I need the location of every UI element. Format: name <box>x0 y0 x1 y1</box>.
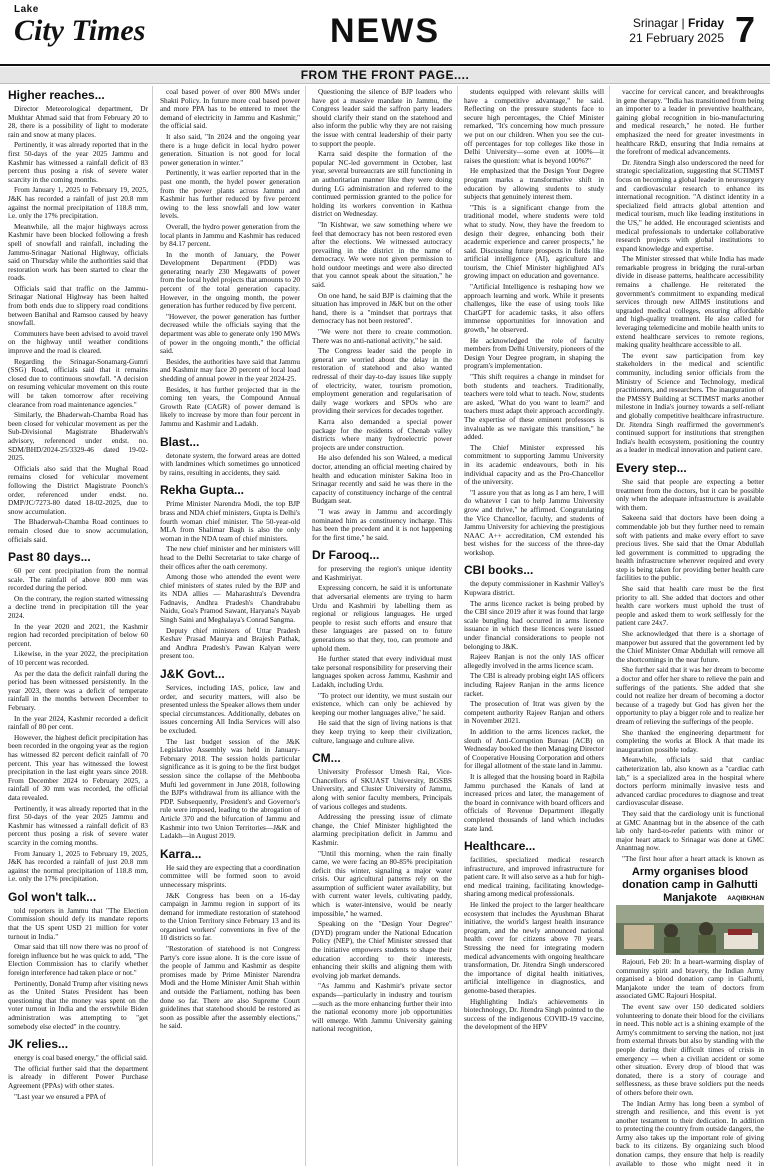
paragraph: "I was away in Jammu and accordingly nominated him as constituency incharge. This has been the precedent and it is not happening for the first time," he said. <box>312 506 452 542</box>
headline: Higher reaches... <box>8 88 105 102</box>
paragraph: "I assure you that as long as I am here, I will do whatever I can to help Jammu University grow and thrive," he affirmed. Congratulating the Vice Chancellor, faculty, and students of Jammu University for achieving the prestigious NAAC A++ accreditation, CM extended his best wishes for the success of the three-day workshop. <box>464 487 604 557</box>
paragraph: In the year 2020 and 2021, the Kashmir region had recorded precipitation of below 60 percent. <box>8 621 148 648</box>
photo-credit: AAQIBKHAN <box>727 896 764 902</box>
paragraph: From January 1, 2025 to February 19, 2025, J&K has recorded a rainfall of just 20.8 mm against the normal precipitation of 118.8 mm, i.e. only the 17% precipitation. <box>8 848 148 884</box>
paragraph: Deputy chief ministers of Uttar Pradesh Keshav Prasad Maurya and Brajesh Pathak, and Andhra Pradesh's Pawan Kalyan were present too. <box>160 625 300 661</box>
paragraph: facilities, specialized medical research infrastructure, and improved infrastructure for patient care. It will also serve as a hub for high-end medical training, facilitating knowledge-sharing among medical professionals. <box>464 855 604 899</box>
headline: Blast... <box>160 434 200 449</box>
paragraph: In addition to the arms licences racket, the sleuth of Anti-Corruption Bureau (ACB) on Wednesday booked the then Managing Director of Cooperative Housing Corporation and others for illegal allotment of the state land in Jammu. <box>464 726 604 771</box>
paragraph: "We were not there to create commotion. There was no anti-national activity," he said. <box>312 327 452 345</box>
paragraph: Addressing the pressing issue of climate change, the Chief Minister highlighted the alarming precipitation deficit in Jammu and Kashmir. <box>312 812 452 847</box>
paragraph: The arms licence racket is being probed by the CBI since 2019 after it was found that large scale bungling had occurred in arms licence issuance in which these licences were issued under financial considerations to people not belonging to J&K. <box>464 598 604 651</box>
photo-story-headline: Army organises blood donation camp in Galhutti Manjakote <box>622 866 758 904</box>
section-title: NEWS <box>330 12 440 50</box>
headline: JK relies... <box>8 1037 69 1052</box>
paragraph: He further stated that every individual must take personal responsibility for preserving their languages spoken across Jammu, Kashmir and Ladakh, including Urdu. <box>312 654 452 689</box>
paragraph: the deputy commissioner in Kashmir Valley's Kupwara district. <box>464 579 604 598</box>
paragraph: "As Jammu and Kashmir's private sector expands—particularly in industry and tourism—such as the more enhancing further their into the national economy more job opportunities will emerge. With Jammu University gaining national recognition, <box>312 981 452 1034</box>
paragraph: On one hand, he said BJP is claiming that the situation has improved in J&K but on the other hand, there is a "mindset that portrays that democracy has not been restored". <box>312 290 452 326</box>
paragraph: As per the data the deficit rainfall during the period has been witnessed persistently. In the year 2023, there was a deficit of temperate rainfall in the months between December to February. <box>8 668 148 712</box>
paragraph: It also said, "In 2024 and the ongoing year there is a huge deficit in local hydro power generation. Situation is not good for local power generation in winter." <box>160 131 300 167</box>
paragraph: In the month of January, the Power Development Department (PDD) was generating nearly 230 Megawatts of power from the local hydel projects that amounts to 20 percent of the total generation capacity. However, in the ongoing month, the power generation has further reduced by five percent. <box>160 249 300 311</box>
paragraph: "However, the power generation has further decreased while the officials saying that the department was able to generate only 190 MWs of power in the ongoing month," the official said. <box>160 311 300 356</box>
paragraph: He said they are expecting that a coordination committee will be formed soon to avoid unnecessary misprints. <box>160 862 300 889</box>
paragraph: The new chief minister and her ministers will head to the Delhi Secretariat to take charge of their offices after the oath ceremony. <box>160 544 300 571</box>
paragraph: Officials said that traffic on the Jammu-Srinagar National Highway has been halted from both ends due to slippery road conditions between Banihal and Ramsoo caused by heavy snowfall. <box>8 283 148 328</box>
headline: Past 80 days... <box>8 550 91 565</box>
paragraph: detonate system, the forward areas are dotted with landmines which sometimes go unnoticed by rains, resulting in accidents, they said. <box>160 450 300 477</box>
headline: CBI books... <box>464 563 534 578</box>
blood-donation-photo <box>616 905 764 955</box>
paragraph: He linked the project to the larger healthcare ecosystem that includes the Ayushman Bharat initiative, the world's largest health insurance program, and the newly announced national health cover for citizens above 70 years. Stressing the need for integrating modern medical advancements with ongoing healthcare transformation, Dr. Jitendra Singh underscored the importance of digital health initiatives, artificial intelligence in diagnostics, and genome-based therapies. <box>464 900 604 995</box>
paragraph: It is alleged that the housing board in Rajbila Jammu purchased the Kanals of land at increased prices and later, the management of the board in connivance with board officers and officials of Revenue Department illegally completed thousands of land which includes state land. <box>464 771 604 833</box>
paragraph: Commuters have been advised to avoid travel on the highway until weather conditions improve and the road is cleared. <box>8 328 148 356</box>
section-banner-text: FROM THE FRONT PAGE.... <box>300 68 470 82</box>
paragraph: She further said that it was her dream to become a doctor and offer her share to relieve the pain and sufferings of the patients. She added that she could not realize her dream of becoming a doctor because of a tragedy but God has given her the opportunity to play a bigger role and to realize her dream of relieving the sufferings of the people. <box>616 665 764 726</box>
paragraph: The event saw over 150 dedicated soldiers volunteering to donate their blood for the civilians in need. This noble act is a shining example of the Army's commitment to serving the nation, not just from external threats but also by standing with the people during their difficult times of crisis in emergency — when a civilian accident or some other situation. Every drop of blood that was donated, there is a story of courage and selflessness, as these brave soldiers put the needs of others before their own. <box>616 1001 764 1097</box>
paragraph: Omar said that till now there was no proof of foreign influence but he was quick to add, "The Election Commission has to clarify whether foreign interference had taken place or not." <box>8 942 148 978</box>
paragraph: "To protect our identity, we must sustain our existence, which can only be achieved by keeping our mother languages alive," he said. <box>312 690 452 717</box>
headline: Rekha Gupta... <box>160 483 245 498</box>
article-column-4 <box>464 88 604 1168</box>
paragraph: They said that the cardiology unit is functional at GMC Anantnag but in the absence of the cath lab only hard-to-refer patients with minor or major heart attack to Srinagar was done at GMC Anantnag now. <box>616 808 764 853</box>
paragraph: for preserving the region's unique identity and Kashmiriyat. <box>312 564 452 582</box>
paragraph: Prime Minister Narendra Modi, the top BJP brass and NDA chief ministers, Gupta is Delhi's fourth woman chief minister. The 50-year-old MLA from Shalimar Bagh is also the only woman in the NDA team of chief ministers. <box>160 499 300 543</box>
paragraph: energy is coal based energy," the official said. <box>14 1053 148 1063</box>
paragraph: "Until this morning, when the rain finally came, we were facing an 80-85% precipitation deficit this winter, signaling a major water crisis. Our agricultural patterns rely on the assumption of sufficient water availability, but with current water levels, cultivating paddy, which is water-intensive, would be nearly impossible," he warned. <box>312 848 452 918</box>
article-column-3 <box>312 88 452 1168</box>
paragraph: Pertinently, it was already reported that in the first 50-days of the year 2025 Jammu and Kashmir has witnessed a rainfall deficit of 83 percent thus posing a risk of severe water scarcity in the coming months. <box>8 140 148 184</box>
paragraph: Rajouri, Feb 20: In a heart-warming display of community spirit and bravery, the Indian Army organised a blood donation camp in Galhutti, Manjakote under the team of doctors from associated GMC Rajouri Hospital. <box>616 958 764 1001</box>
paragraph: students equipped with relevant skills will have a competitive advantage," he said. Reflecting on the pressure students face to secure high percentages, the Chief Minister remarked, "It's concerning how much pressure we put on our children. When you see the cut-off percentages for top colleges like those in Delhi University—some even at 100%—it raises the question: what is beyond 100%?" <box>464 88 604 165</box>
masthead <box>0 0 770 66</box>
paragraph: She acknowledged that there is a shortage of manpower but assured that the government led by the Chief Minister Omar Abdullah will remove all the shortcomings in the near future. <box>616 629 764 664</box>
headline: Healthcare... <box>464 839 536 854</box>
paragraph: The official further said that the department is already in different Power Purchase Agreement (PPAs) with other states. <box>8 1063 148 1090</box>
paragraph: 60 per cent precipitation from the normal scale. The rainfall of above 800 mm was recorded during the period. <box>8 566 148 593</box>
logo-title: City Times <box>14 14 146 47</box>
paragraph: "Restoration of statehood is not Congress Party's core issue alone. It is the core issue of the people of Jammu and Kashmir as despite promises made by Prime Minister Narendra Modi and the Home Minister Amit Shah within and outside the Parliament, nothing has been done so far. There are also Supreme Court guidelines that statehood should be restored as soon as possible after the assembly elections," he said. <box>160 944 300 1031</box>
paragraph: He acknowledged the role of faculty members from Delhi University, pioneers of the Design Your Degree program, in shaping the program's implementation. <box>464 335 604 371</box>
paragraph: The Chief Minister expressed his commitment to supporting Jammu University in its academic endeavours, both in his individual capacity and as the Pro-Chancellor of the university. <box>464 442 604 487</box>
paragraph: Meanwhile, officials said that cardiac catheterization lab, also known as a "cardiac cath lab," is a specialized area in the hospital where doctors perform minimally invasive tests and advanced cardiac procedures to diagnose and treat cardiovascular disease. <box>616 755 764 808</box>
paragraph: "This is a significant change from the traditional model, where students were told what to study. Now, they have the freedom to design their degree, enhancing both their academic experience and career prospects," he said. Discussing future prospects in fields like artificial intelligence (AI), agriculture and tourism, the Chief Minister highlighted AI's growing impact on education and governance. <box>464 202 604 281</box>
dateline: Srinagar | Friday 21 February 2025 <box>629 16 724 45</box>
paragraph: In the year 2024, Kashmir recorded a deficit rainfall of 80 per cent. <box>8 713 148 732</box>
paragraph: The event saw participation from key stakeholders in the medical and scientific community, including senior officials from the Ministry of Science and Technology, medical practitioners, and researchers. The inauguration of the PMSSY Building at SCTIMST marks another milestone in India's journey towards a self-reliant and globally competitive healthcare infrastructure. Dr. Jitendra Singh reaffirmed the government's continued support for institutions that strengthen India's health ecosystem, positioning the country as a leader in medical innovation and patient care. <box>616 350 764 455</box>
paragraph: She said that people are expecting a better treatment from the doctors, but it can be possible only when the adequate infrastructure is available with them. <box>616 476 764 512</box>
article-column-1 <box>8 88 148 1168</box>
paragraph: University Professor Umesh Rai, Vice-Chancellors of SKUAST University, BGSBS University, and Cluster University of Jammu, along with senior faculty members, Principals of various colleges and students. <box>312 767 452 811</box>
paragraph: Services, including IAS, police, law and order, and security matters, will also be presented unless the Speaker allows them under special circumstances. Additionally, debates on issues concerning All India Services will also be excluded. <box>160 683 300 735</box>
paragraph: Regarding the Srinagar-Sonamarg-Gumri (SSG) Road, officials said that it remains closed due to continuous snowfall. "A decision on resuming vehicular movement on this route will be taken tomorrow after receiving clearance from road maintenance agencies." <box>8 356 148 409</box>
paragraph: vaccine for cervical cancer, and breakthroughs in gene therapy. "India has transitioned from being an importer to a leader in preventive healthcare, gaining global recognition in bio-manufacturing and medical research," he noted. He further emphasized the need for greater investments in healthcare R&D, ensuring that India remains at the forefront of medical advancements. <box>616 88 764 157</box>
paragraph: She said that health care must be the first priority to all. She added that doctors and other health care workers must uphold the trust of people and asked them to work selflessly for the patient care 24x7. <box>616 584 764 628</box>
dateline-day: Friday <box>687 16 724 30</box>
paragraph: Pertinently, it was earlier reported that in the past one month, the hydel power generation from the power plants across Jammu and Kashmir has further reduced by five percent owing to the less snowfall and low water levels. <box>160 168 300 221</box>
headline: Every step... <box>616 460 687 475</box>
paragraph: Officials also said that the Mughal Road remains closed for vehicular movement following the District Magistrate Poonch's order, referenced under endst. no. DMP/JC/7273-80 dated 18-02-2025, due to snow accumulation. <box>8 463 148 516</box>
paragraph: told reporters in Jammu that "The Election Commission should defy its mandate reports that the US spent USD 21 million for voter turnout in India." <box>8 905 148 941</box>
headline: Gol won't talk... <box>8 889 97 904</box>
article-column-2 <box>160 88 300 1168</box>
paragraph: Besides, it has further projected that in the coming ten years, the Compound Annual Growth Rate (CAGR) of power demand is likely to increase by more than four percent in Jammu and Kashmir and Ladakh. <box>160 384 300 428</box>
paragraph: "Artificial Intelligence is reshaping how we approach learning and work. While it presents challenges, like the ease of using tools like ChatGPT for academic tasks, it also offers immense opportunities for innovation and growth," he observed. <box>464 282 604 335</box>
dateline-date: 21 February 2025 <box>629 31 724 45</box>
paragraph: Karra said despite the formation of the popular NC-led government in October, last year, several bureaucrats are still functioning in an authoritarian manner like they were doing during LG administration and referred to the continued permission granted to the police for holding its workers convention in Kathua district on Wednesday. <box>312 149 452 219</box>
paragraph: J&K Congress has been on a 16-day campaign in Jammu region in support of its demand for immediate restoration of statehood to the Union Territory since February 13 and its organised workers' conventions in five of the 10 districts so far. <box>160 890 300 943</box>
column-rule <box>457 86 458 1166</box>
paragraph: The CBI is already probing eight IAS officers including Rajeev Ranjan in the arms licence racket. <box>464 671 604 698</box>
paragraph: The Congress leader said the people in general are worried about the delay in the restoration of statehood and also wanted redressal of their day-to-day issues like supply of electricity, water, tourism promotion, employment generation and regularisation of daily wage workers and SPOs who are providing their services for decades together. <box>312 346 452 416</box>
paragraph: Pertinently, it was already reported that in the first 50-days of the year 2025 Jammu and Kashmir has witnessed a rainfall deficit of 83 percent thus posing a risk of severe water scarcity in the coming months. <box>8 803 148 847</box>
paragraph: "In Kishtwar, we saw something where we feel that democracy has not been restored even after the elections. We witnessed autocracy prevailing in the district in the name of democracy. We were not given permission to hold outdoor meetings and were also directed that you cannot speak about the situation," he said. <box>312 219 452 290</box>
paragraph: He emphasized that the Design Your Degree program marks a transformative shift in education by allowing students to study subjects that genuinely interest them. <box>464 166 604 202</box>
paragraph: The Bhaderwah-Chamba Road continues to remain closed due to snow accumulation, officials said. <box>8 517 148 544</box>
paragraph: She thanked the engineering department for completing the works at Block A that made its inauguration possible today. <box>616 727 764 754</box>
paragraph: Meanwhile, all the major highways across Kashmir have been blocked following a fresh spell of snowfall and rainfall, including the Jammu-Srinagar National Highway, officials said on Thursday while the authorities said that restoration work has been started to clear the roads. <box>8 221 148 283</box>
paragraph: He also defended his son Waleed, a medical doctor, attending an official meeting chaired by health and education minister Sakina Itoo in Srinagar recently and said he was there in the capacity of constituency incharge of the central Budgam seat. <box>312 453 452 506</box>
paragraph: The Minister stressed that while India has made remarkable progress in bridging the rural-urban divide in disease patterns, healthcare accessibility remains a challenge. He reiterated the government's commitment to expanding medical services through new AIIMS institutions and upgraded medical colleges, ensuring affordable and high-quality treatment. He also called for leveraging telemedicine and mobile health units to extend healthcare services to remote regions, making quality healthcare accessible to all. <box>616 254 764 350</box>
paragraph: Expressing concern, he said it is unfortunate that adversarial elements are trying to harm Urdu and Kashmiri by labelling them as regional or religious languages. He urged people to resist such efforts and ensure that these languages are passed on to future generations so that they, too, can promote and uphold them. <box>312 583 452 653</box>
paragraph: Director Meteorological department, Dr Mukhtar Ahmad said that from February 20 to 28, there is a possibility of light to moderate rain and snow at many places. <box>8 104 148 139</box>
paragraph: "Last year we ensured a PPA of <box>14 1091 106 1101</box>
paragraph: Questioning the silence of BJP leaders who have got a massive mandate in Jammu, the Congress leader said the saffron party leaders should clarify their stand on the statehood and also inform the public why they are not raising the issue with central leadership of their party to support the people. <box>312 88 452 148</box>
headline: Dr Farooq... <box>312 548 380 563</box>
headline: Karra... <box>160 846 202 861</box>
article-column-5 <box>616 88 764 862</box>
paragraph: Pertinently, Donald Trump after visiting news as the United States President has been questioning that the money was spent on the voter turnout in India and the erstwhile Biden administration was attempting to "get somebody else elected" in the country. <box>8 978 148 1031</box>
section-banner <box>0 67 770 84</box>
paragraph: coal based power of over 800 MWs under Shakti Policy. In future more coal based power and more PPA has to be entered to meet the demand of electricity in Jammu and Kashmir," the official said. <box>160 88 300 131</box>
paragraph: Besides, the authorities have said that Jammu and Kashmir may face 20 percent of local load shedding of annual power in the year 2024-25. <box>160 356 300 383</box>
page-number: 7 <box>734 9 756 50</box>
paragraph: On the contrary, the region started witnessing a decline trend in precipitation till the year 2024. <box>8 593 148 621</box>
paragraph: The prosecution of Itrat was given by the competent authority Rajeev Ranjan and others in November 2021. <box>464 699 604 726</box>
paragraph: Sakeena said that doctors have been doing a commendable job but they further need to remain soft with patients and make every effort to save precious lives. She said that the Omar Abdullah led government is committed to upgrading the health infrastructure wherever required and every step is being taken for providing better health care facilities to the public. <box>616 513 764 583</box>
paragraph: Among those who attended the event were chief ministers of states ruled by the BJP and its NDA allies — Maharashtra's Devendra Fadnavis, Andhra Pradesh's Chandrababu Naidu, Goa's Pramod Sawant, Haryana's Nayab Singh Saini and Meghalaya's Conrad Sangma. <box>160 572 300 625</box>
headline: J&K Govt... <box>160 667 225 682</box>
paragraph: Likewise, in the year 2022, the precipitation of 10 percent was recorded. <box>8 649 148 668</box>
paragraph: Highlighting India's achievements in biotechnology, Dr. Jitendra Singh pointed to the success of the indigenous COVID-19 vaccine, the development of the HPV <box>464 996 604 1032</box>
paragraph: From January 1, 2025 to February 19, 2025, J&K has recorded a rainfall of just 20.8 mm against the normal precipitation of 118.8 mm, i.e. only the 17% precipitation. <box>8 185 148 221</box>
paragraph: The last budget session of the J&K Legislative Assembly was held in January-February 2018. The session holds particular significance as it is going to be the first budget session since the collapse of the Mehbooba Mufti led government in June 2018, following the BJP's withdrawal from its alliance with the PDP. Subsequently, President's and Governor's rule were imposed, leading to the abrogation of Article 370 and the bifurcation of Jammu and Kashmir into two Union Territories—J&K and Ladakh—in August 2019. <box>160 736 300 841</box>
photo-story-body <box>616 958 764 1168</box>
paragraph: "This shift requires a change in mindset for both students and teachers. Traditionally, teachers were told what to teach. Now, students are asked, 'What do you want to learn?' and teachers must adapt their approach accordingly. The expertise of these eminent professors is invaluable as we navigate this transition," he added. <box>464 372 604 442</box>
paragraph: However, the highest deficit precipitation has been recorded in the ongoing year as the region has witnessed 82 percent deficit rainfall of 70 percent. This year has witnessed the lowest precipitation in the last eight years since 2018. From December 2024 to February 2025, a rainfall of 30 mm was recorded, the official data revealed. <box>8 732 148 802</box>
paragraph: Karra also demanded a special power package for the residents of Chenab valley districts where many hydroelectric power projects are under construction. <box>312 416 452 452</box>
column-rule <box>609 86 610 1166</box>
paragraph: Overall, the hydro power generation from the local plants in Jammu and Kashmir has reduced by 84.17 percent. <box>160 221 300 249</box>
headline: CM... <box>312 751 341 766</box>
paragraph: Rajeev Ranjan is not the only IAS officer allegedly involved in the arms licence scam. <box>464 652 604 670</box>
logo-small-text: Lake <box>14 4 39 15</box>
paragraph: Dr. Jitendra Singh also underscored the need for strategic specialization, suggesting that SCTIMST focus on becoming a global leader in neurosurgery and cardiovascular research to enhance its international recognition. "A distinct identity in a specialized field attracts global attention and medical tourism, much like leading institutions in the US," he added. He encouraged scientists and medical professionals to undertake collaborative research projects with global institutions to expand knowledge and expertise. <box>616 157 764 253</box>
paragraph: "The first hour after a heart attack is known as <box>622 853 764 862</box>
paragraph: Speaking on the "Design Your Degree" (DYD) program under the National Education Policy (NEP), the Chief Minister stressed that the initiative empowers students to shape their education according to their interests, enhancing their skills and aligning them with evolving job market demands. <box>312 919 452 980</box>
column-rule <box>152 86 153 1166</box>
dateline-city: Srinagar <box>632 16 679 30</box>
paragraph: The Indian Army has long been a symbol of strength and resilience, and this event is yet another testament to their dedication. In addition to protecting the country from outside dangers, the Army also takes up the important role of giving back to its citizens. By organizing such blood donation camps, they ensure that help is readily available to those who might need it in <box>616 1098 764 1168</box>
column-rule <box>305 86 306 1166</box>
paragraph: Similarly, the Bhaderwah-Chamba Road has been closed for vehicular movement as per the Sub-Divisional Magistrate Bhaderwah's advisory, referenced under endst. no. SDM/BHD/2024-25/3329-46 dated 19-02-2025. <box>8 410 148 463</box>
paragraph: He said that the sign of living nations is that they keep trying to keep their civilization, culture, language and culture alive. <box>312 718 452 745</box>
